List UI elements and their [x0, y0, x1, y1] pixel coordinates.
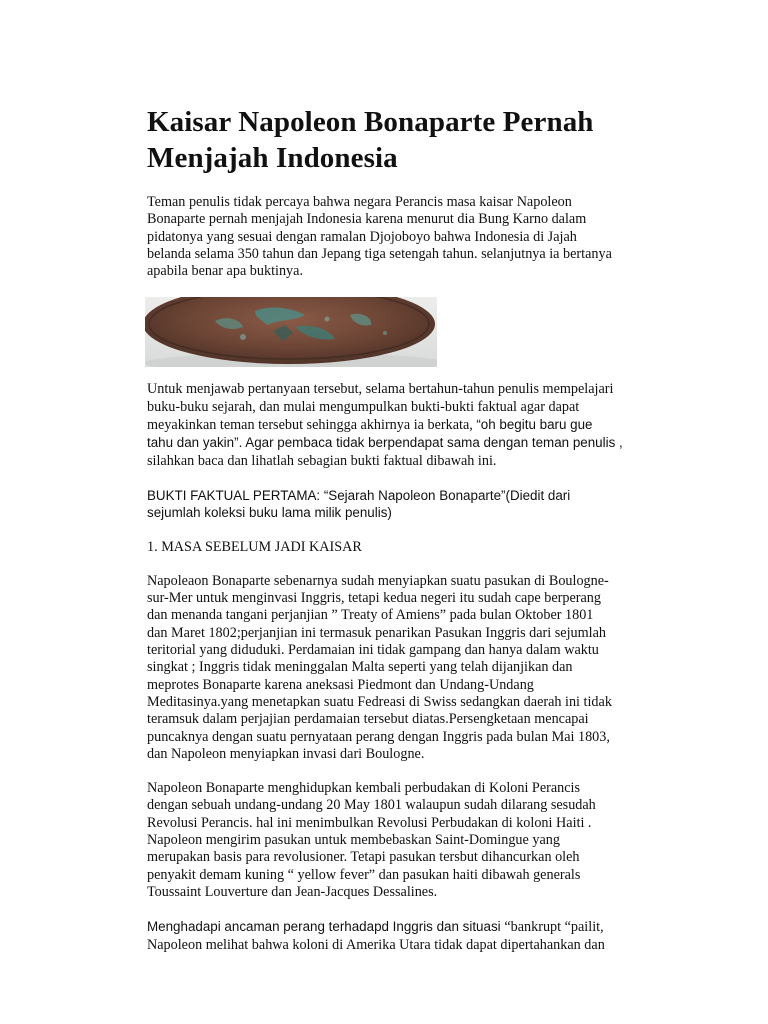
para5-line: Napoleon melihat bahwa koloni di Amerika Utara tidak dapat dipertahankan dan — [147, 936, 605, 953]
title-line-2: Menjajah Indonesia — [147, 142, 398, 174]
para4-line: merupakan basis para revolusioner. Tetapi pasukan tersbut dihancurkan oleh — [147, 849, 580, 866]
history-paragraph-2 — [147, 780, 662, 901]
para3-line: teritorial yang diduduki. Perdamaian ini tidak gampang dan hanya dalam waktu — [147, 642, 599, 659]
bukti-paragraph — [147, 487, 662, 522]
intro-line: apabila benar apa buktinya. — [147, 263, 303, 280]
para5-mixed-line — [147, 918, 662, 936]
para4-line: Toussaint Louverture dan Jean-Jacques Dessalines. — [147, 883, 438, 900]
coin-photo — [145, 297, 437, 367]
intro-line: pidatonya yang sesuai dengan ramalan Djojoboyo bahwa Indonesia di Jajah — [147, 228, 577, 245]
para2-serif-part: meyakinkan teman tersebut sehingga akhirnya ia berkata, — [147, 417, 477, 434]
para2-line: silahkan baca dan lihatlah sebagian bukti faktual dibawah ini. — [147, 452, 497, 469]
section-heading — [147, 539, 662, 556]
para3-line: puncaknya dengan suatu pernyataan perang dengan Inggris pada bulan Mai 1803, — [147, 728, 610, 745]
explanation-paragraph — [147, 381, 662, 469]
para2-sans-line — [147, 434, 662, 452]
para3-line: dan menanda tangani perjanjian ” Treaty of Amiens” pada bulan Oktober 1801 — [147, 607, 594, 624]
para2-sans-b: Agar pembaca tidak berpendapat sama dengan teman penulis , — [242, 435, 623, 451]
para2-sans-part: “oh begitu baru gue — [476, 417, 593, 433]
intro-line: belanda selama 350 tahun dan Jepang tiga setengah tahun. selanjutnya ia bertanya — [147, 245, 612, 262]
para2-line: Untuk menjawab pertanyaan tersebut, selama bertahun-tahun penulis mempelajari — [147, 381, 614, 398]
para5-serif-part: “bankrupt “pailit, — [504, 919, 604, 936]
para4-line: Napoleon mengirim pasukan untuk membebaskan Saint-Domingue yang — [147, 832, 560, 849]
para2-line: buku-buku sejarah, dan mulai mengumpulkan bukti-bukti faktual agar dapat — [147, 398, 580, 415]
intro-line: Teman penulis tidak percaya bahwa negara Perancis masa kaisar Napoleon — [147, 194, 572, 210]
section-heading-text: 1. MASA SEBELUM JADI KAISAR — [147, 538, 362, 555]
para3-line: sur-Mer untuk menginvasi Inggris, tetapi kedua negeri itu sudah cape berperang — [147, 590, 601, 607]
para2-sans-a: tahu dan yakin”. — [147, 435, 243, 451]
para3-line: dan Maret 1802;perjanjian ini termasuk penarikan Pasukan Inggris dari sejumlah — [147, 624, 606, 641]
para2-mixed-line — [147, 416, 662, 434]
para5-sans-part: Menghadapi ancaman perang terhadapd Inggris dan situasi — [147, 919, 505, 935]
document-title — [147, 104, 662, 176]
bukti-line: sejumlah koleksi buku lama milik penulis) — [147, 505, 392, 521]
history-paragraph-3 — [147, 918, 662, 954]
para4-line: Revolusi Perancis. hal ini menimbulkan Revolusi Perbudakan di koloni Haiti . — [147, 814, 592, 831]
para3-line: Meditasinya.yang menetapkan suatu Fedreasi di Swiss sedangkan daerah ini tidak — [147, 693, 612, 710]
coin-image — [145, 297, 437, 367]
para3-line: dan Napoleon menyiapkan invasi dari Boulogne. — [147, 745, 425, 762]
para3-line: Napoleaon Bonaparte sebenarnya sudah menyiapkan suatu pasukan di Boulogne- — [147, 572, 609, 589]
intro-line: Bonaparte pernah menjajah Indonesia karena menurut dia Bung Karno dalam — [147, 211, 587, 228]
history-paragraph-1 — [147, 573, 662, 763]
para4-line: penyakit demam kuning “ yellow fever” dan pasukan haiti dibawah generals — [147, 866, 581, 883]
para3-line: teramsuk dalam perjajian perdamaian tersebut diatas.Persengketaan mencapai — [147, 711, 589, 728]
document-page — [147, 104, 662, 971]
para3-line: singkat ; Inggris tidak meninggalan Malta seperti yang telah dijanjikan dan — [147, 659, 573, 676]
para3-line: meprotes Bonaparte karena aneksasi Piedmont dan Undang-Undang — [147, 676, 534, 693]
title-line-1: Kaisar Napoleon Bonaparte Pernah — [147, 106, 594, 138]
intro-paragraph — [147, 194, 662, 280]
para4-line: Napoleon Bonaparte menghidupkan kembali perbudakan di Koloni Perancis — [147, 780, 580, 797]
para4-line: dengan sebuah undang-undang 20 May 1801 walaupun sudah dilarang sesudah — [147, 797, 596, 814]
bukti-line: BUKTI FAKTUAL PERTAMA: “Sejarah Napoleon Bonaparte”(Diedit dari — [147, 487, 571, 503]
